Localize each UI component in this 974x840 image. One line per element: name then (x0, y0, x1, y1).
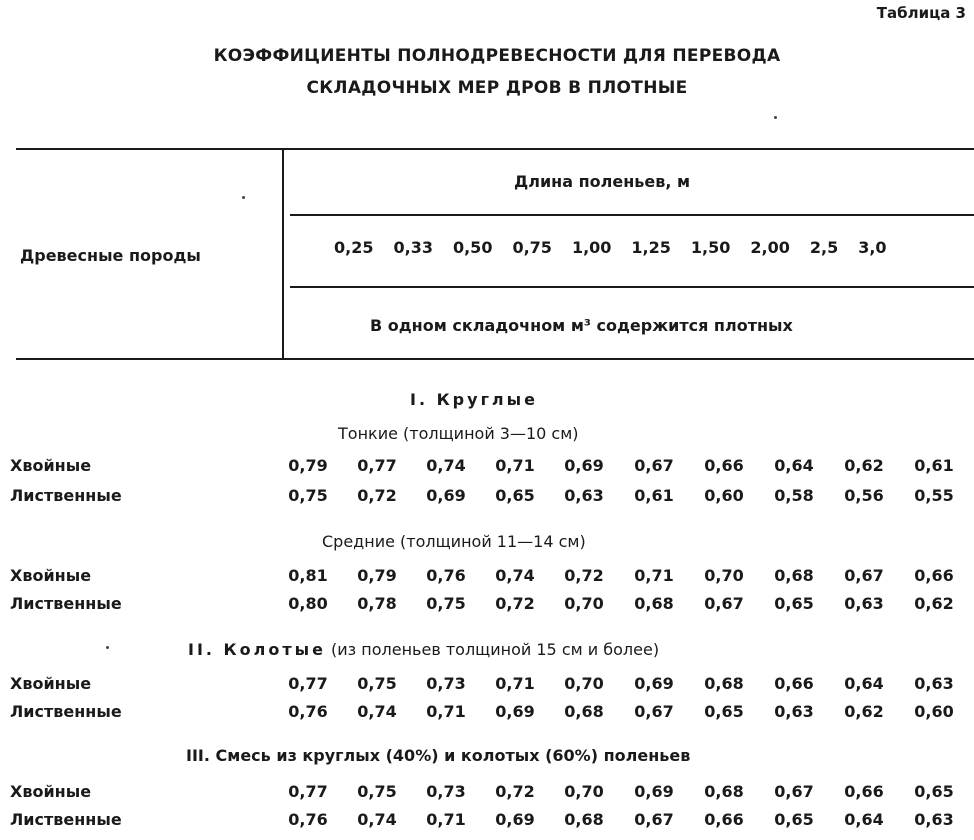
coefficient-cell: 0,80 (288, 594, 328, 613)
coefficient-cell: 0,68 (634, 594, 674, 613)
section-title-round: I. Круглые (410, 390, 538, 409)
row-species-name: Лиственные (10, 702, 122, 721)
coefficient-cell: 0,76 (288, 810, 328, 829)
coefficient-cell: 0,63 (914, 810, 954, 829)
coefficient-cell: 0,62 (914, 594, 954, 613)
coefficient-cell: 0,69 (495, 702, 535, 721)
coefficient-cell: 0,70 (564, 594, 604, 613)
coefficient-cell: 0,65 (914, 782, 954, 801)
coefficient-cell: 0,75 (426, 594, 466, 613)
table-title-line-2: СКЛАДОЧНЫХ МЕР ДРОВ В ПЛОТНЫЕ (306, 78, 688, 98)
coefficient-cell: 0,70 (704, 566, 744, 585)
coefficient-cell: 0,62 (844, 456, 884, 475)
coefficient-cell: 0,81 (288, 566, 328, 585)
coefficient-cell: 0,71 (495, 674, 535, 693)
length-value: 0,75 (512, 238, 552, 257)
row-species-name: Лиственные (10, 486, 122, 505)
length-value: 2,00 (750, 238, 790, 257)
coefficient-cell: 0,74 (357, 810, 397, 829)
length-values-row (334, 238, 907, 257)
data-row (0, 566, 974, 592)
coefficient-cell: 0,67 (704, 594, 744, 613)
table-number: Таблица 3 (876, 4, 966, 22)
coefficient-cell: 0,64 (844, 674, 884, 693)
coefficient-cell: 0,65 (495, 486, 535, 505)
coefficient-cell: 0,73 (426, 782, 466, 801)
coefficient-cell: 0,65 (774, 594, 814, 613)
coefficient-cell: 0,69 (634, 782, 674, 801)
unit-note: В одном складочном м³ содержится плотных (370, 316, 793, 335)
length-value: 1,25 (631, 238, 671, 257)
data-row (0, 674, 974, 700)
coefficient-cell: 0,74 (495, 566, 535, 585)
coefficient-cell: 0,67 (634, 456, 674, 475)
header-vertical-rule (282, 150, 284, 358)
coefficient-cell: 0,55 (914, 486, 954, 505)
coefficient-cell: 0,64 (774, 456, 814, 475)
coefficient-cell: 0,76 (288, 702, 328, 721)
coefficient-cell: 0,68 (564, 810, 604, 829)
data-row (0, 486, 974, 512)
data-row (0, 702, 974, 728)
data-row (0, 456, 974, 482)
coefficient-cell: 0,77 (288, 782, 328, 801)
coefficient-cell: 0,71 (426, 702, 466, 721)
length-value: 2,5 (809, 238, 839, 257)
coefficient-cell: 0,63 (914, 674, 954, 693)
row-species-name: Хвойные (10, 674, 92, 693)
coefficient-cell: 0,63 (564, 486, 604, 505)
coefficient-cell: 0,77 (288, 674, 328, 693)
coefficient-cell: 0,69 (634, 674, 674, 693)
section-title-split-line (188, 640, 659, 659)
coefficient-cell: 0,76 (426, 566, 466, 585)
coefficient-cell: 0,65 (774, 810, 814, 829)
coefficient-cell: 0,69 (564, 456, 604, 475)
coefficient-cell: 0,67 (844, 566, 884, 585)
print-speck (106, 646, 109, 649)
coefficient-cell: 0,65 (704, 702, 744, 721)
header-bottom-rule (16, 358, 974, 360)
coefficient-cell: 0,68 (704, 782, 744, 801)
coefficient-cell: 0,58 (774, 486, 814, 505)
coefficient-cell: 0,71 (634, 566, 674, 585)
length-header: Длина поленьев, м (514, 172, 691, 191)
subsection-medium: Средние (толщиной 11—14 см) (322, 532, 586, 551)
coefficient-cell: 0,79 (288, 456, 328, 475)
coefficient-cell: 0,79 (357, 566, 397, 585)
coefficient-cell: 0,64 (844, 810, 884, 829)
coefficient-cell: 0,63 (774, 702, 814, 721)
section-title-mix: III. Смесь из круглых (40%) и колотых (60%) поленьев (186, 746, 691, 765)
coefficient-cell: 0,61 (634, 486, 674, 505)
row-species-name: Хвойные (10, 456, 92, 475)
header-rule-under-values (290, 286, 974, 288)
coefficient-cell: 0,66 (704, 810, 744, 829)
row-species-name: Хвойные (10, 566, 92, 585)
print-speck (242, 196, 245, 199)
table-title-line-1: КОЭФФИЦИЕНТЫ ПОЛНОДРЕВЕСНОСТИ ДЛЯ ПЕРЕВОДА (213, 46, 781, 66)
length-value: 0,33 (393, 238, 433, 257)
header-top-rule (16, 148, 974, 150)
coefficient-cell: 0,71 (426, 810, 466, 829)
length-value: 3,0 (858, 238, 887, 257)
coefficient-cell: 0,70 (564, 782, 604, 801)
coefficient-cell: 0,67 (774, 782, 814, 801)
coefficient-cell: 0,62 (844, 702, 884, 721)
row-species-name: Лиственные (10, 810, 122, 829)
coefficient-cell: 0,67 (634, 810, 674, 829)
coefficient-cell: 0,74 (357, 702, 397, 721)
length-value: 0,50 (452, 238, 493, 257)
subsection-thin: Тонкие (толщиной 3—10 см) (338, 424, 579, 443)
data-row (0, 810, 974, 836)
row-species-name: Лиственные (10, 594, 122, 613)
coefficient-cell: 0,71 (495, 456, 535, 475)
species-header: Древесные породы (20, 246, 201, 265)
row-species-name: Хвойные (10, 782, 92, 801)
coefficient-cell: 0,72 (495, 594, 535, 613)
coefficient-cell: 0,68 (774, 566, 814, 585)
coefficient-cell: 0,69 (495, 810, 535, 829)
coefficient-cell: 0,72 (495, 782, 535, 801)
coefficient-cell: 0,78 (357, 594, 397, 613)
coefficient-cell: 0,72 (564, 566, 604, 585)
header-rule-under-length (290, 214, 974, 216)
coefficient-cell: 0,67 (634, 702, 674, 721)
coefficient-cell: 0,63 (844, 594, 884, 613)
coefficient-cell: 0,75 (357, 782, 397, 801)
coefficient-cell: 0,74 (426, 456, 466, 475)
coefficient-cell: 0,60 (704, 486, 744, 505)
coefficient-cell: 0,60 (914, 702, 954, 721)
coefficient-cell: 0,73 (426, 674, 466, 693)
length-value: 1,50 (690, 238, 731, 257)
length-value: 1,00 (571, 238, 612, 257)
print-speck (774, 116, 777, 119)
coefficient-cell: 0,70 (564, 674, 604, 693)
coefficient-cell: 0,75 (357, 674, 397, 693)
coefficient-cell: 0,72 (357, 486, 397, 505)
section-note-split: (из поленьев толщиной 15 см и более) (331, 640, 660, 659)
coefficient-cell: 0,66 (774, 674, 814, 693)
section-title-split: II. Колотые (188, 640, 326, 659)
coefficient-cell: 0,56 (844, 486, 884, 505)
length-value: 0,25 (334, 238, 374, 257)
coefficient-cell: 0,66 (704, 456, 744, 475)
data-row (0, 594, 974, 620)
coefficient-cell: 0,66 (844, 782, 884, 801)
data-row (0, 782, 974, 808)
coefficient-cell: 0,77 (357, 456, 397, 475)
coefficient-cell: 0,61 (914, 456, 954, 475)
coefficient-cell: 0,68 (564, 702, 604, 721)
coefficient-cell: 0,75 (288, 486, 328, 505)
coefficient-cell: 0,69 (426, 486, 466, 505)
coefficient-cell: 0,68 (704, 674, 744, 693)
coefficient-cell: 0,66 (914, 566, 954, 585)
